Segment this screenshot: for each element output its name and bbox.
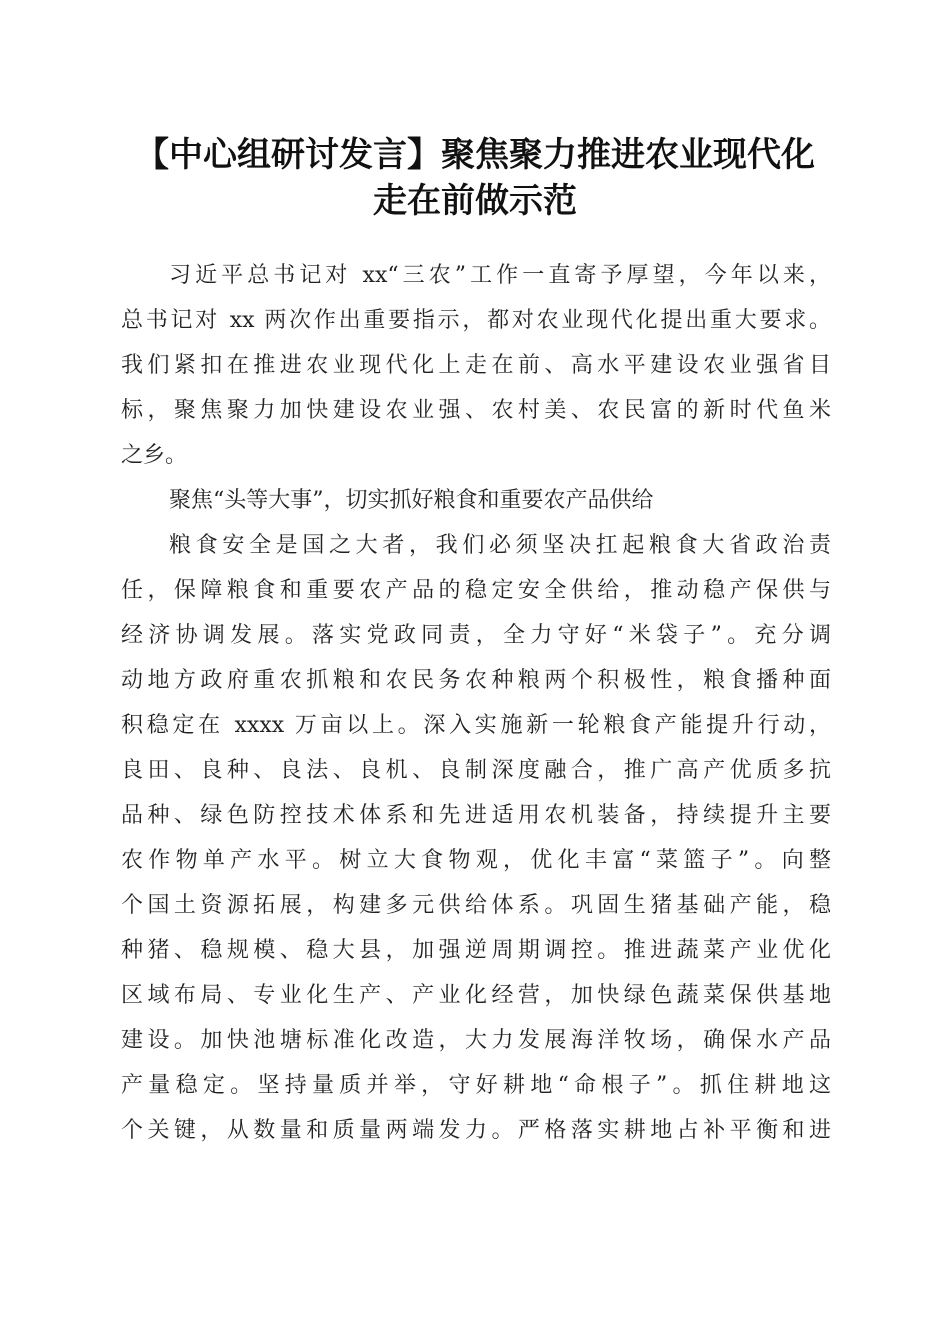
- text-line: 良田、良种、良法、良机、良制深度融合，推广高产优质多抗: [121, 758, 831, 783]
- text-line: 总书记对 xx 两次作出重要指示，都对农业现代化提出重大要求。: [121, 308, 831, 333]
- text-line: 我们紧扣在推进农业现代化上走在前、高水平建设农业强省目: [121, 353, 831, 378]
- text-line: 聚焦“头等大事”，切实抓好粮食和重要农产品供给: [169, 488, 654, 513]
- text-line: 种猪、稳规模、稳大县，加强逆周期调控。推进蔬菜产业优化: [121, 938, 831, 963]
- text-line: 个国土资源拓展，构建多元供给体系。巩固生猪基础产能，稳: [121, 893, 831, 918]
- title-line-1: 【中心组研讨发言】聚焦聚力推进农业现代化: [135, 135, 815, 175]
- section-heading: [121, 478, 831, 523]
- text-line: 个关键，从数量和质量两端发力。严格落实耕地占补平衡和进: [121, 1118, 831, 1143]
- paragraph-intro: [121, 253, 831, 478]
- document-title: [100, 132, 850, 224]
- text-line: 产量稳定。坚持量质并举，守好耕地“命根子”。抓住耕地这: [121, 1073, 831, 1098]
- text-line: 积稳定在 xxxx 万亩以上。深入实施新一轮粮食产能提升行动，: [121, 713, 831, 738]
- document-body: [121, 253, 831, 1153]
- text-line: 任，保障粮食和重要农产品的稳定安全供给，推动稳产保供与: [121, 578, 831, 603]
- paragraph-food-security: [121, 523, 831, 1153]
- text-line: 建设。加快池塘标准化改造，大力发展海洋牧场，确保水产品: [121, 1028, 831, 1053]
- text-line: 标，聚焦聚力加快建设农业强、农村美、农民富的新时代鱼米: [121, 398, 831, 423]
- text-line: 之乡。: [121, 443, 188, 468]
- text-line: 习近平总书记对 xx“三农”工作一直寄予厚望，今年以来，: [169, 263, 831, 288]
- text-line: 经济协调发展。落实党政同责，全力守好“米袋子”。充分调: [121, 623, 831, 648]
- text-line: 区域布局、专业化生产、产业化经营，加快绿色蔬菜保供基地: [121, 983, 831, 1008]
- text-line: 粮食安全是国之大者，我们必须坚决扛起粮食大省政治责: [169, 533, 831, 558]
- text-line: 动地方政府重农抓粮和农民务农种粮两个积极性，粮食播种面: [121, 668, 831, 693]
- text-line: 品种、绿色防控技术体系和先进适用农机装备，持续提升主要: [121, 803, 831, 828]
- title-line-2: 走在前做示范: [373, 181, 577, 221]
- text-line: 农作物单产水平。树立大食物观，优化丰富“菜篮子”。向整: [121, 848, 831, 873]
